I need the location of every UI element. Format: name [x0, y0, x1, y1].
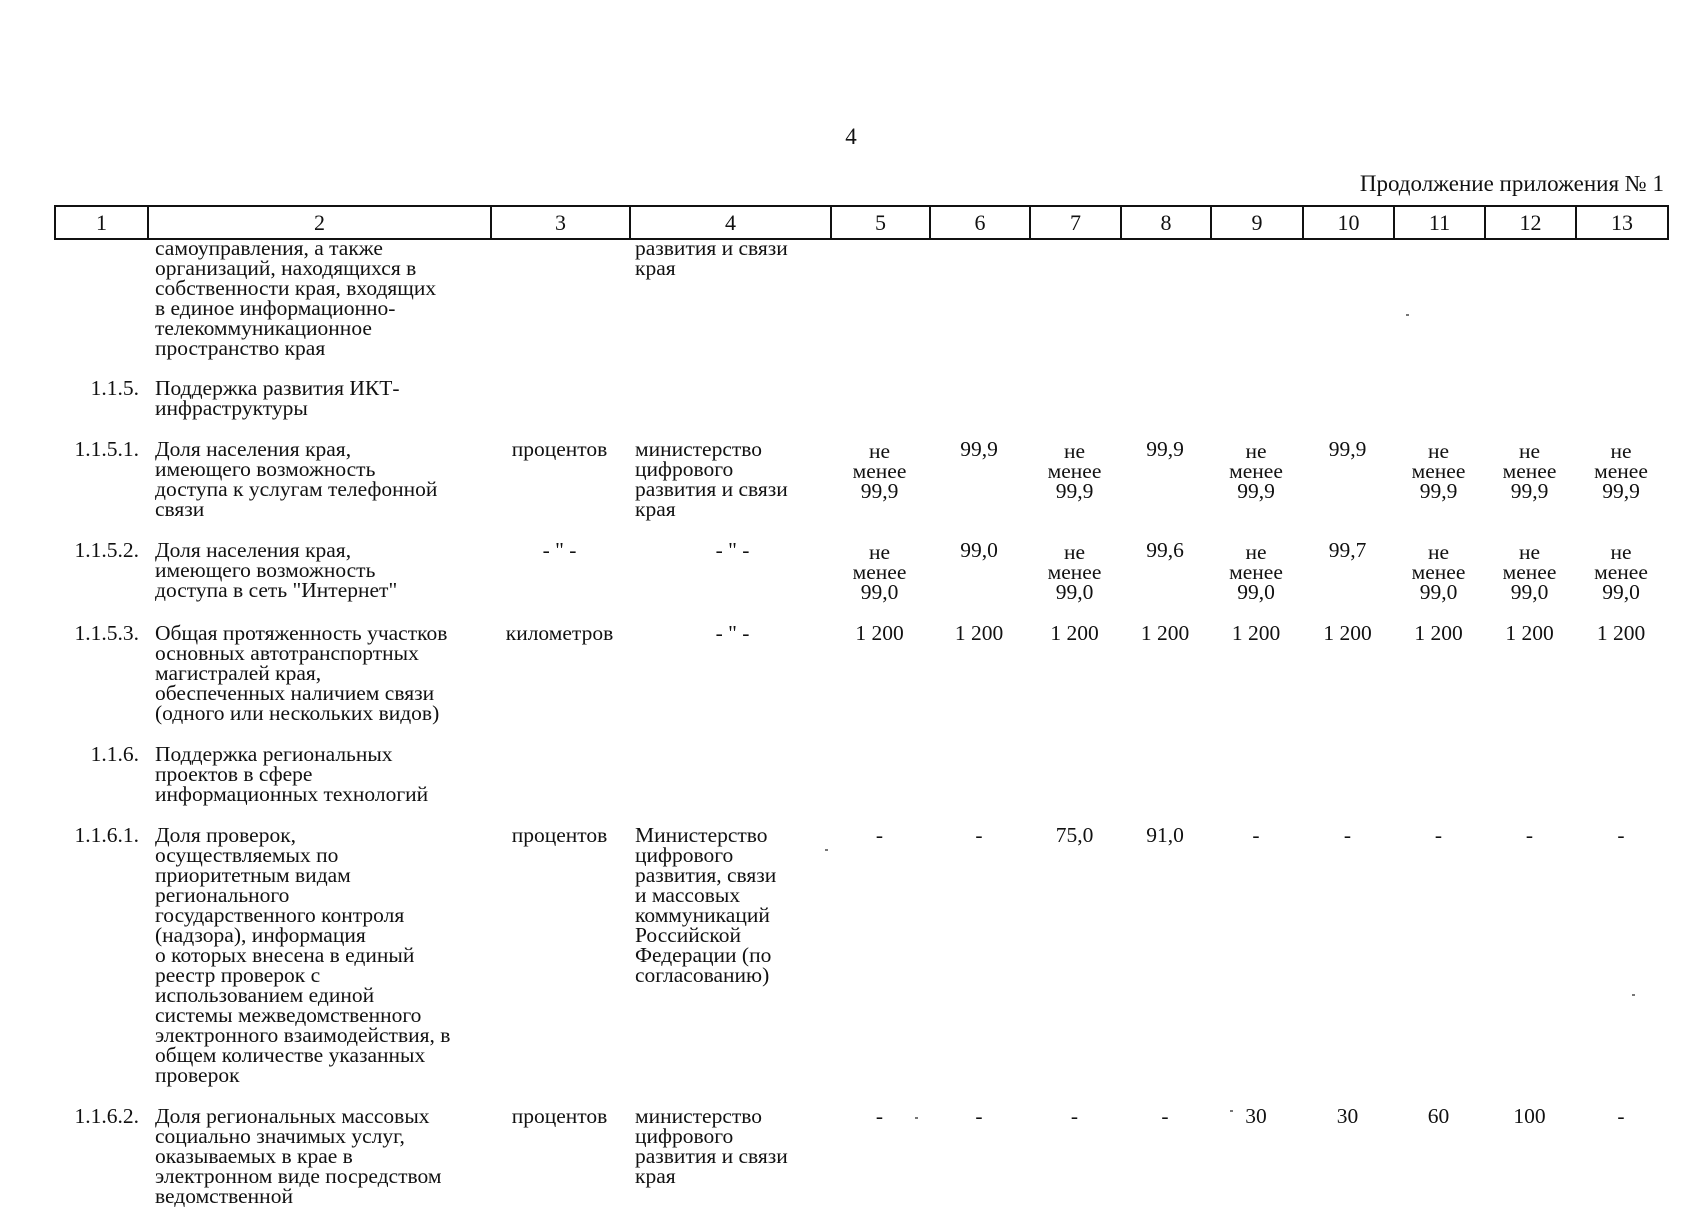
responsible-body-line: развития и связи — [635, 1144, 788, 1168]
indicator-name — [147, 623, 490, 744]
value-line: 99,9 — [1510, 479, 1549, 503]
row-code: 1.1.5.2. — [74, 538, 139, 562]
indicator-name-line: электронного взаимодействия, в — [155, 1023, 451, 1047]
responsible-body — [629, 238, 830, 378]
value-col-13 — [1575, 1106, 1667, 1227]
value-line: менее — [1229, 560, 1283, 584]
indicator-name-line: собственности края, входящих — [155, 276, 437, 300]
value-line: менее — [1411, 459, 1466, 483]
value-line: менее — [1229, 459, 1283, 483]
value-col-5 — [830, 540, 929, 623]
unit-of-measure: процентов — [511, 823, 608, 847]
value-col-7 — [1029, 378, 1120, 439]
responsible-body — [629, 744, 830, 825]
value-col-9 — [1210, 540, 1302, 623]
value-line: 30 — [1245, 1104, 1267, 1128]
value-col-8 — [1120, 238, 1210, 378]
column-number-11: 11 — [1394, 206, 1485, 239]
table-row — [54, 378, 1667, 439]
column-number-9: 9 — [1211, 206, 1303, 239]
indicator-name-line: основных автотранспортных — [155, 641, 419, 665]
indicator-name-line: системы межведомственного — [155, 1003, 422, 1027]
value-col-11 — [1393, 1106, 1484, 1227]
indicator-name-line: организаций, находящихся в — [155, 256, 417, 280]
row-code: 1.1.6.1. — [74, 823, 139, 847]
value-col-5 — [830, 825, 929, 1106]
value-col-10 — [1302, 378, 1393, 439]
value-col-9 — [1210, 238, 1302, 378]
responsible-body-line: - " - — [715, 538, 750, 562]
value-col-13 — [1575, 540, 1667, 623]
row-code: 1.1.5. — [90, 376, 139, 400]
value-col-10 — [1302, 439, 1393, 540]
value-line: менее — [1502, 459, 1557, 483]
value-col-11 — [1393, 623, 1484, 744]
value-line: 99,0 — [1419, 580, 1458, 604]
value-col-7 — [1029, 1106, 1120, 1227]
value-col-7 — [1029, 744, 1120, 825]
responsible-body-line: согласованию) — [635, 963, 770, 987]
responsible-body — [629, 439, 830, 540]
indicator-name — [147, 1106, 490, 1227]
indicator-name — [147, 540, 490, 623]
responsible-body — [629, 378, 830, 439]
value-line: 91,0 — [1146, 823, 1184, 847]
value-line: 99,9 — [1602, 479, 1640, 503]
value-line: не — [1245, 540, 1267, 564]
indicator-name-line: Доля проверок, — [155, 823, 297, 847]
page-number: 4 — [845, 124, 857, 149]
value-line: 1 200 — [1140, 621, 1190, 645]
column-number-2: 2 — [148, 206, 491, 239]
indicator-name-line: (надзора), информация — [155, 923, 366, 947]
value-col-10 — [1302, 238, 1393, 378]
value-line: не — [1427, 540, 1450, 564]
row-code: 1.1.6.2. — [74, 1104, 139, 1128]
responsible-body-line: края — [635, 497, 676, 521]
scan-speck — [1230, 1110, 1233, 1112]
responsible-body-line: и массовых — [635, 883, 741, 907]
value-line: 99,9 — [1237, 479, 1275, 503]
indicator-name — [147, 378, 490, 439]
value-col-9 — [1210, 623, 1302, 744]
value-col-11 — [1393, 378, 1484, 439]
column-number-13: 13 — [1576, 206, 1668, 239]
value-col-5 — [830, 623, 929, 744]
value-line: - — [1252, 823, 1260, 847]
indicator-name-line: телекоммуникационное — [155, 316, 372, 340]
value-col-9 — [1210, 825, 1302, 1106]
value-col-6 — [929, 1106, 1029, 1227]
value-line: 1 200 — [1414, 621, 1463, 645]
value-line: - — [1617, 823, 1625, 847]
value-col-12 — [1484, 238, 1575, 378]
value-line: менее — [1594, 459, 1648, 483]
value-line: - — [1525, 823, 1534, 847]
responsible-body — [629, 825, 830, 1106]
value-col-6 — [929, 238, 1029, 378]
unit-of-measure: - " - — [542, 538, 577, 562]
value-line: 99,7 — [1328, 538, 1367, 562]
indicator-name-line: Доля населения края, — [155, 437, 352, 461]
indicator-name-line: приоритетным видам — [155, 863, 351, 887]
value-col-7 — [1029, 825, 1120, 1106]
value-col-11 — [1393, 540, 1484, 623]
value-line: 99,0 — [860, 580, 899, 604]
value-line: 1 200 — [1050, 621, 1099, 645]
value-col-8 — [1120, 1106, 1210, 1227]
indicator-name-line: обеспеченных наличием связи — [155, 681, 435, 705]
column-number-4: 4 — [630, 206, 831, 239]
responsible-body-line: цифрового — [635, 843, 734, 867]
value-line: - — [1161, 1104, 1169, 1128]
value-col-6 — [929, 378, 1029, 439]
indicator-name-line: использованием единой — [155, 983, 375, 1007]
table-row — [54, 540, 1667, 623]
value-line: 1 200 — [1323, 621, 1372, 645]
responsible-body-line: Российской — [635, 923, 741, 947]
unit-of-measure: километров — [505, 621, 614, 645]
scan-speck — [915, 1117, 918, 1119]
indicator-name-line: (одного или нескольких видов) — [155, 701, 440, 725]
column-number-8: 8 — [1121, 206, 1211, 239]
responsible-body-line: развития, связи — [635, 863, 777, 887]
value-col-5 — [830, 1106, 929, 1227]
value-col-7 — [1029, 623, 1120, 744]
responsible-body-line: - " - — [715, 621, 750, 645]
value-col-8 — [1120, 540, 1210, 623]
indicator-name-line: государственного контроля — [155, 903, 405, 927]
value-line: 99,6 — [1146, 538, 1184, 562]
value-col-10 — [1302, 825, 1393, 1106]
value-line: 30 — [1336, 1104, 1359, 1128]
value-line: менее — [1047, 560, 1102, 584]
value-line: - — [1434, 823, 1443, 847]
value-line: 99,0 — [1237, 580, 1275, 604]
indicator-name-line: Поддержка развития ИКТ- — [155, 376, 400, 400]
value-line: не — [1245, 439, 1267, 463]
scan-speck — [825, 849, 828, 851]
row-code: 1.1.5.3. — [74, 621, 139, 645]
value-line: 99,0 — [960, 538, 998, 562]
value-line: менее — [1502, 560, 1557, 584]
value-line: менее — [1411, 560, 1466, 584]
indicator-name — [147, 238, 490, 378]
responsible-body — [629, 540, 830, 623]
table-row — [54, 744, 1667, 825]
table-row — [54, 439, 1667, 540]
value-col-9 — [1210, 378, 1302, 439]
indicator-name-line: Доля населения края, — [155, 538, 352, 562]
value-col-11 — [1393, 744, 1484, 825]
value-col-8 — [1120, 623, 1210, 744]
value-line: - — [975, 1104, 983, 1128]
value-col-9 — [1210, 1106, 1302, 1227]
value-col-13 — [1575, 238, 1667, 378]
indicator-name-line: связи — [155, 497, 205, 521]
value-col-11 — [1393, 825, 1484, 1106]
value-line: 99,9 — [1419, 479, 1458, 503]
indicator-table — [54, 238, 1667, 1227]
indicator-name-line: Доля региональных массовых — [155, 1104, 430, 1128]
value-col-8 — [1120, 744, 1210, 825]
value-col-12 — [1484, 1106, 1575, 1227]
value-col-7 — [1029, 439, 1120, 540]
value-col-8 — [1120, 439, 1210, 540]
value-col-12 — [1484, 825, 1575, 1106]
value-line: не — [868, 540, 891, 564]
unit-of-measure — [490, 744, 629, 825]
value-line: 75,0 — [1055, 823, 1094, 847]
value-line: 1 200 — [1596, 621, 1646, 645]
responsible-body-line: коммуникаций — [635, 903, 770, 927]
value-col-9 — [1210, 439, 1302, 540]
value-line: не — [1063, 540, 1086, 564]
value-col-6 — [929, 623, 1029, 744]
column-number-3: 3 — [491, 206, 630, 239]
value-line: не — [1610, 540, 1632, 564]
appendix-continuation-caption: Продолжение приложения № 1 — [1359, 171, 1664, 196]
value-col-10 — [1302, 623, 1393, 744]
value-line: - — [1070, 1104, 1079, 1128]
indicator-name-line: общем количестве указанных — [155, 1043, 426, 1067]
value-col-12 — [1484, 378, 1575, 439]
value-col-5 — [830, 238, 929, 378]
value-line: менее — [1047, 459, 1102, 483]
value-line: - — [875, 823, 884, 847]
value-col-13 — [1575, 623, 1667, 744]
indicator-name-line: пространство края — [155, 336, 326, 360]
table-row — [54, 623, 1667, 744]
indicator-name-line: проверок — [155, 1063, 240, 1087]
indicator-name-line: о которых внесена в единый — [155, 943, 415, 967]
value-col-13 — [1575, 744, 1667, 825]
indicator-name-line: реестр проверок с — [155, 963, 321, 987]
value-line: 99,9 — [1146, 437, 1184, 461]
value-col-6 — [929, 825, 1029, 1106]
value-col-9 — [1210, 744, 1302, 825]
value-line: 1 200 — [855, 621, 904, 645]
indicator-name-line: доступа в сеть "Интернет" — [155, 578, 398, 602]
scan-speck — [1406, 314, 1409, 316]
value-col-7 — [1029, 540, 1120, 623]
value-col-10 — [1302, 744, 1393, 825]
value-col-5 — [830, 378, 929, 439]
value-line: - — [875, 1104, 884, 1128]
indicator-name-line: оказываемых в крае в — [155, 1144, 353, 1168]
indicator-name-line: ведомственной — [155, 1184, 293, 1208]
table-row — [54, 825, 1667, 1106]
table-row — [54, 1106, 1667, 1227]
responsible-body-line: министерство — [635, 437, 763, 461]
value-line: не — [1427, 439, 1450, 463]
row-code: 1.1.5.1. — [74, 437, 139, 461]
responsible-body-line: Министерство — [635, 823, 768, 847]
indicator-name-line: электронном виде посредством — [155, 1164, 442, 1188]
value-col-8 — [1120, 825, 1210, 1106]
indicator-table-body — [54, 238, 1667, 1227]
value-col-10 — [1302, 540, 1393, 623]
value-col-12 — [1484, 744, 1575, 825]
value-line: 99,0 — [1602, 580, 1640, 604]
column-number-12: 12 — [1485, 206, 1576, 239]
column-number-5: 5 — [831, 206, 930, 239]
indicator-name — [147, 439, 490, 540]
unit-of-measure: процентов — [511, 437, 608, 461]
value-line: 99,9 — [860, 479, 899, 503]
value-col-12 — [1484, 540, 1575, 623]
value-col-8 — [1120, 378, 1210, 439]
indicator-name-line: магистралей края, — [155, 661, 322, 685]
value-col-6 — [929, 540, 1029, 623]
row-code: 1.1.6. — [90, 742, 139, 766]
value-col-10 — [1302, 1106, 1393, 1227]
responsible-body-line: Федерации (по — [635, 943, 772, 967]
responsible-body — [629, 623, 830, 744]
responsible-body-line: развития и связи — [635, 477, 788, 501]
value-line: не — [868, 439, 891, 463]
unit-of-measure — [490, 238, 629, 378]
value-col-7 — [1029, 238, 1120, 378]
responsible-body-line: края — [635, 1164, 676, 1188]
indicator-name-line: осуществляемых по — [155, 843, 339, 867]
value-line: 99,0 — [1055, 580, 1094, 604]
indicator-name-line: информационных технологий — [155, 782, 429, 806]
responsible-body-line: развития и связи — [635, 236, 788, 260]
column-number-header — [54, 205, 1669, 240]
indicator-name-line: инфраструктуры — [155, 396, 308, 420]
column-number-1: 1 — [55, 206, 148, 239]
unit-of-measure: процентов — [511, 1104, 608, 1128]
value-col-13 — [1575, 825, 1667, 1106]
indicator-name-line: проектов в сфере — [155, 762, 313, 786]
responsible-body-line: цифрового — [635, 1124, 734, 1148]
value-col-5 — [830, 439, 929, 540]
value-line: 1 200 — [954, 621, 1004, 645]
value-line: 99,9 — [1328, 437, 1367, 461]
value-col-11 — [1393, 238, 1484, 378]
unit-of-measure — [490, 378, 629, 439]
value-line: 99,9 — [1055, 479, 1094, 503]
indicator-name-line: Поддержка региональных — [155, 742, 393, 766]
value-col-12 — [1484, 439, 1575, 540]
value-col-12 — [1484, 623, 1575, 744]
indicator-name-line: социально значимых услуг, — [155, 1124, 405, 1148]
header-row — [55, 206, 1668, 239]
table-row — [54, 238, 1667, 378]
value-col-13 — [1575, 378, 1667, 439]
value-line: 1 200 — [1231, 621, 1281, 645]
indicator-name-line: имеющего возможность — [155, 558, 376, 582]
value-line: - — [1617, 1104, 1625, 1128]
indicator-name-line: регионального — [155, 883, 290, 907]
value-line: 99,9 — [960, 437, 998, 461]
value-line: 99,0 — [1510, 580, 1549, 604]
value-line: не — [1518, 439, 1541, 463]
column-number-10: 10 — [1303, 206, 1394, 239]
responsible-body-line: края — [635, 256, 676, 280]
indicator-name — [147, 825, 490, 1106]
value-line: 1 200 — [1505, 621, 1554, 645]
value-line: 100 — [1513, 1104, 1546, 1128]
value-line: - — [1343, 823, 1352, 847]
column-number-6: 6 — [930, 206, 1030, 239]
scan-speck — [1632, 994, 1635, 996]
value-line: менее — [852, 459, 907, 483]
value-line: менее — [1594, 560, 1648, 584]
responsible-body-line: цифрового — [635, 457, 734, 481]
responsible-body — [629, 1106, 830, 1227]
value-col-5 — [830, 744, 929, 825]
row-code — [54, 238, 147, 378]
value-line: не — [1518, 540, 1541, 564]
indicator-name-line: имеющего возможность — [155, 457, 376, 481]
indicator-name-line: доступа к услугам телефонной — [155, 477, 438, 501]
responsible-body-line: министерство — [635, 1104, 763, 1128]
indicator-name-line: Общая протяженность участков — [155, 621, 448, 645]
indicator-name-line: в единое информационно- — [155, 296, 396, 320]
value-col-6 — [929, 439, 1029, 540]
indicator-name-line: самоуправления, а также — [155, 236, 383, 260]
value-line: - — [975, 823, 983, 847]
value-line: менее — [852, 560, 907, 584]
value-col-6 — [929, 744, 1029, 825]
value-col-13 — [1575, 439, 1667, 540]
value-line: 60 — [1427, 1104, 1450, 1128]
value-col-11 — [1393, 439, 1484, 540]
indicator-name — [147, 744, 490, 825]
value-line: не — [1063, 439, 1086, 463]
value-line: не — [1610, 439, 1632, 463]
column-number-7: 7 — [1030, 206, 1121, 239]
